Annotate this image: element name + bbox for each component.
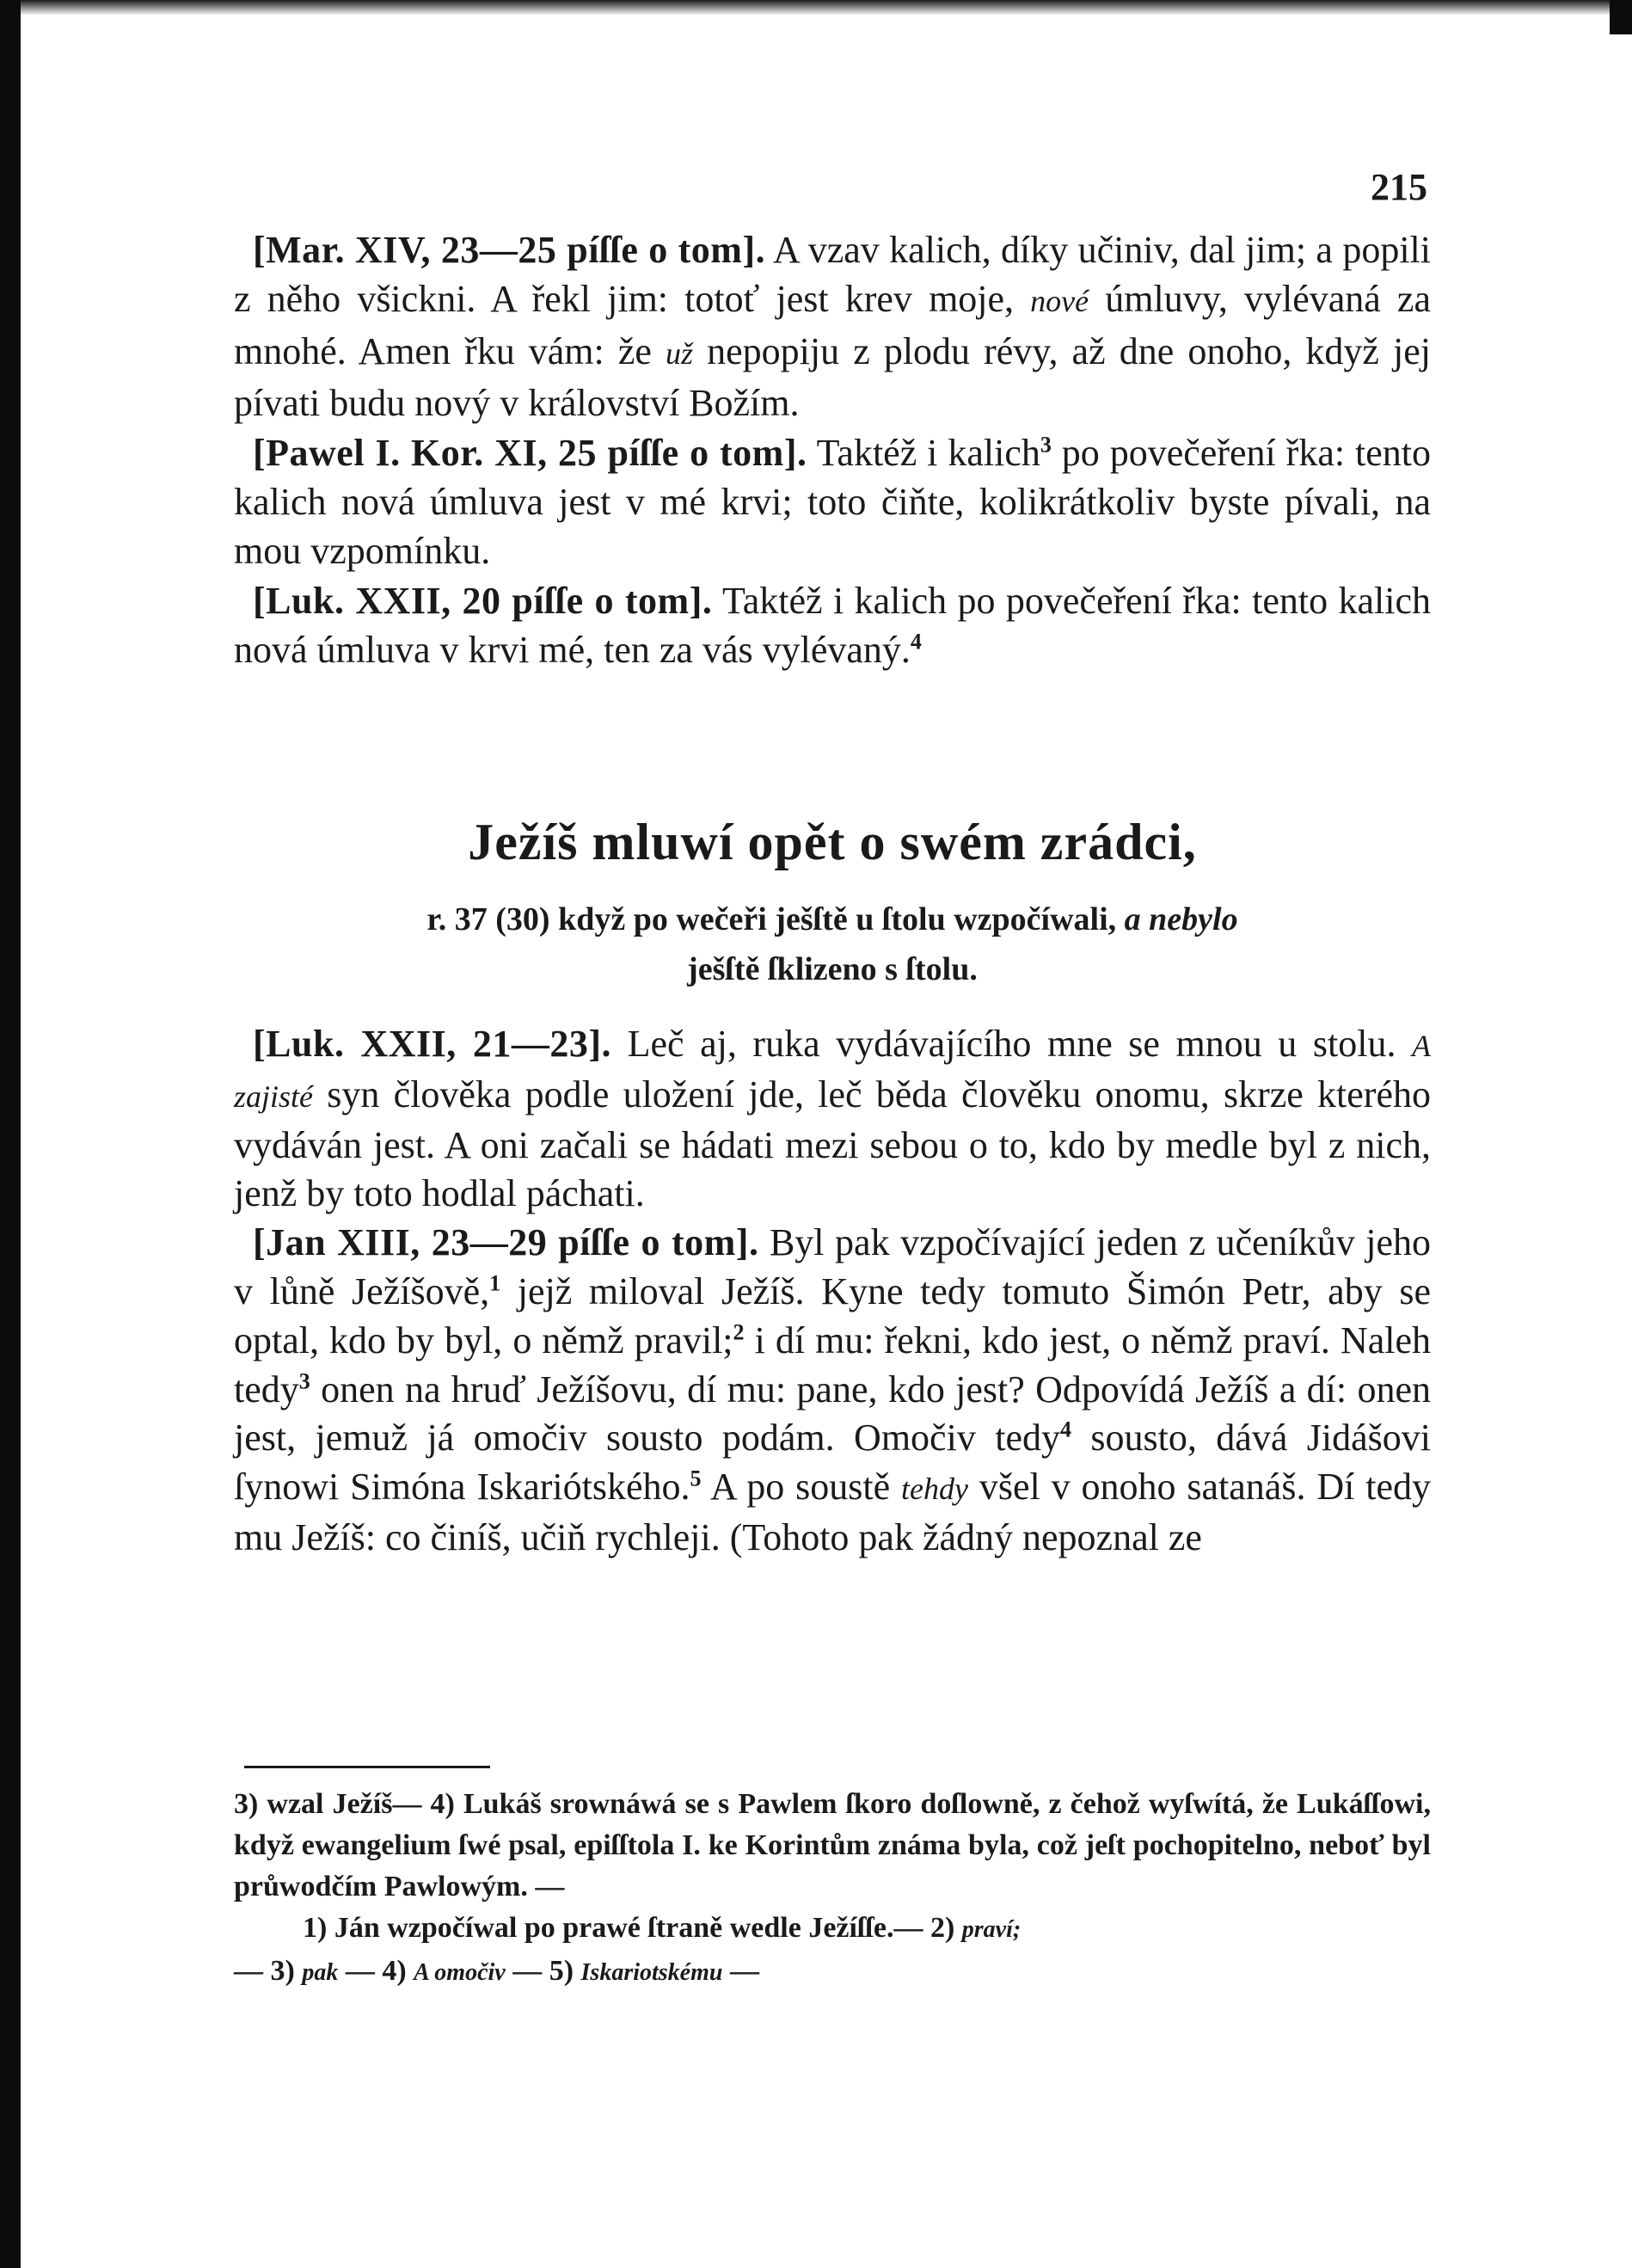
text: Byl pak vzpočívající jeden z učeníkův jeho v lůně Ježíšově,	[234, 1221, 1431, 1312]
footnote-marker: 2	[733, 1319, 745, 1345]
footnote	[234, 1908, 1431, 1994]
subheading-italic: a nebylo	[1116, 901, 1238, 937]
section-subheading	[234, 894, 1431, 994]
paragraph	[234, 576, 1431, 675]
scripture-reference: [Luk. XXII, 21—23].	[253, 1023, 612, 1065]
paragraph	[234, 1219, 1431, 1563]
italic-text: A zajisté	[234, 1029, 1432, 1114]
scripture-reference: [Jan XIII, 23—29 píſſe o tom].	[253, 1221, 759, 1264]
footnotes	[234, 1784, 1431, 1994]
footnote-text: — 5)	[505, 1955, 581, 1987]
section-heading: Ježíš mluwí opět o swém zrádci,	[468, 814, 1197, 870]
text: A po soustě	[701, 1466, 901, 1509]
text: všel v onoho satanáš. Dí tedy mu Ježíš: co činíš, učiň rychleji. (Tohoto pak žádný nepoznal ze	[234, 1466, 1431, 1558]
footnote-marker: 3	[298, 1368, 310, 1393]
section-2-text	[234, 1020, 1431, 1563]
text: Leč aj, ruka vydávajícího mne se mnou u stolu.	[611, 1023, 1413, 1065]
footnote-marker: 3	[1040, 431, 1052, 457]
scan-corner	[1610, 0, 1632, 34]
text: Taktéž i kalich po povečeření řka: tento kalich nová úmluva v krvi mé, ten za vás vylévaný.	[234, 579, 1431, 672]
text: sousto, dává Jidášovi ſynowi Simóna Iskariótského.	[234, 1417, 1431, 1509]
italic-text: tehdy	[901, 1472, 968, 1507]
footnote-divider	[244, 1766, 490, 1768]
subheading-text: r. 37 (30) když po wečeři ješſtě u ſtolu wzpočíwali,	[426, 901, 1117, 937]
paragraph	[234, 225, 1431, 428]
section-1-text	[234, 225, 1431, 675]
footnote-italic: praví;	[961, 1916, 1022, 1943]
footnote-marker: 4	[1059, 1417, 1071, 1442]
text: i dí mu: řekni, kdo jest, o němž praví. Naleh tedy	[234, 1318, 1431, 1411]
text: úmluvy, vylévaná za mnohé. Amen řku vám: že	[234, 278, 1431, 372]
text: nepopiju z plodu révy, až dne onoho, když jej pívati budu nový v království Božím.	[234, 329, 1432, 425]
scan-left-edge	[0, 0, 21, 2268]
footnote-text: — 4)	[338, 1955, 414, 1987]
italic-text: nové	[1030, 284, 1089, 319]
text: syn člověka podle uložení jde, leč běda člověku onomu, skrze kterého vydáván jest. A oni začali se hádati mezi sebou o to, kdo by medle byl z nich, jenž by toto hodlal páchati.	[234, 1073, 1431, 1215]
scripture-reference: [Mar. XIV, 23—25 píſſe o tom].	[253, 229, 766, 271]
scripture-reference: [Luk. XXII, 20 píſſe o tom].	[253, 579, 713, 622]
footnote-marker: 1	[489, 1270, 501, 1296]
subheading-text: ješſtě ſklizeno s ſtolu.	[687, 951, 978, 987]
footnote: 3) wzal Ježíš— 4) Lukáš srownáwá se s Pawlem ſkoro doſlowně, z čehož wyſwítá, že Lukáſſowi, když ewangelium ſwé psal, epiſſtola I. ke Korintům známa byla, což jeſt pochopitelno, neboť byl průwodčím Pawlowým. —	[234, 1788, 1431, 1902]
paragraph	[234, 428, 1431, 576]
footnote-italic: pak	[302, 1959, 339, 1986]
page-number: 215	[1371, 166, 1427, 208]
footnote-italic: A omočiv	[414, 1959, 506, 1986]
paragraph	[234, 1020, 1431, 1219]
footnote-text: — 3)	[234, 1955, 303, 1987]
text: Taktéž i kalich	[807, 431, 1040, 474]
text: A vzav kalich, díky učiniv, dal jim; a popili z něho všickni. A řekl jim: totoť jest krev moje,	[234, 229, 1431, 321]
footnote-marker: 4	[910, 629, 922, 655]
footnote-marker: 5	[690, 1466, 702, 1491]
scripture-reference: [Pawel I. Kor. XI, 25 píſſe o tom].	[253, 431, 807, 474]
text: jejž miloval Ježíš. Kyne tedy tomuto Šimón Petr, aby se optal, kdo by byl, o němž pravil;	[234, 1269, 1431, 1361]
footnote-text: —	[722, 1955, 759, 1987]
footnote-italic: Iskariotskému	[580, 1959, 723, 1986]
text: onen na hruď Ježíšovu, dí mu: pane, kdo jest? Odpovídá Ježíš a dí: onen jest, jemuž já omočiv sousto podám. Omočiv tedy	[234, 1368, 1431, 1460]
scan-top-shadow	[0, 0, 1632, 15]
italic-text: už	[666, 335, 694, 371]
footnote-text: 1) Ján wzpočíwal po prawé ſtraně wedle Ježíſſe.— 2)	[303, 1912, 962, 1944]
text: po povečeření řka: tento kalich nová úmluva jest v mé krvi; toto čiňte, kolikrátkoliv byste pívali, na mou vzpomínku.	[234, 431, 1431, 573]
